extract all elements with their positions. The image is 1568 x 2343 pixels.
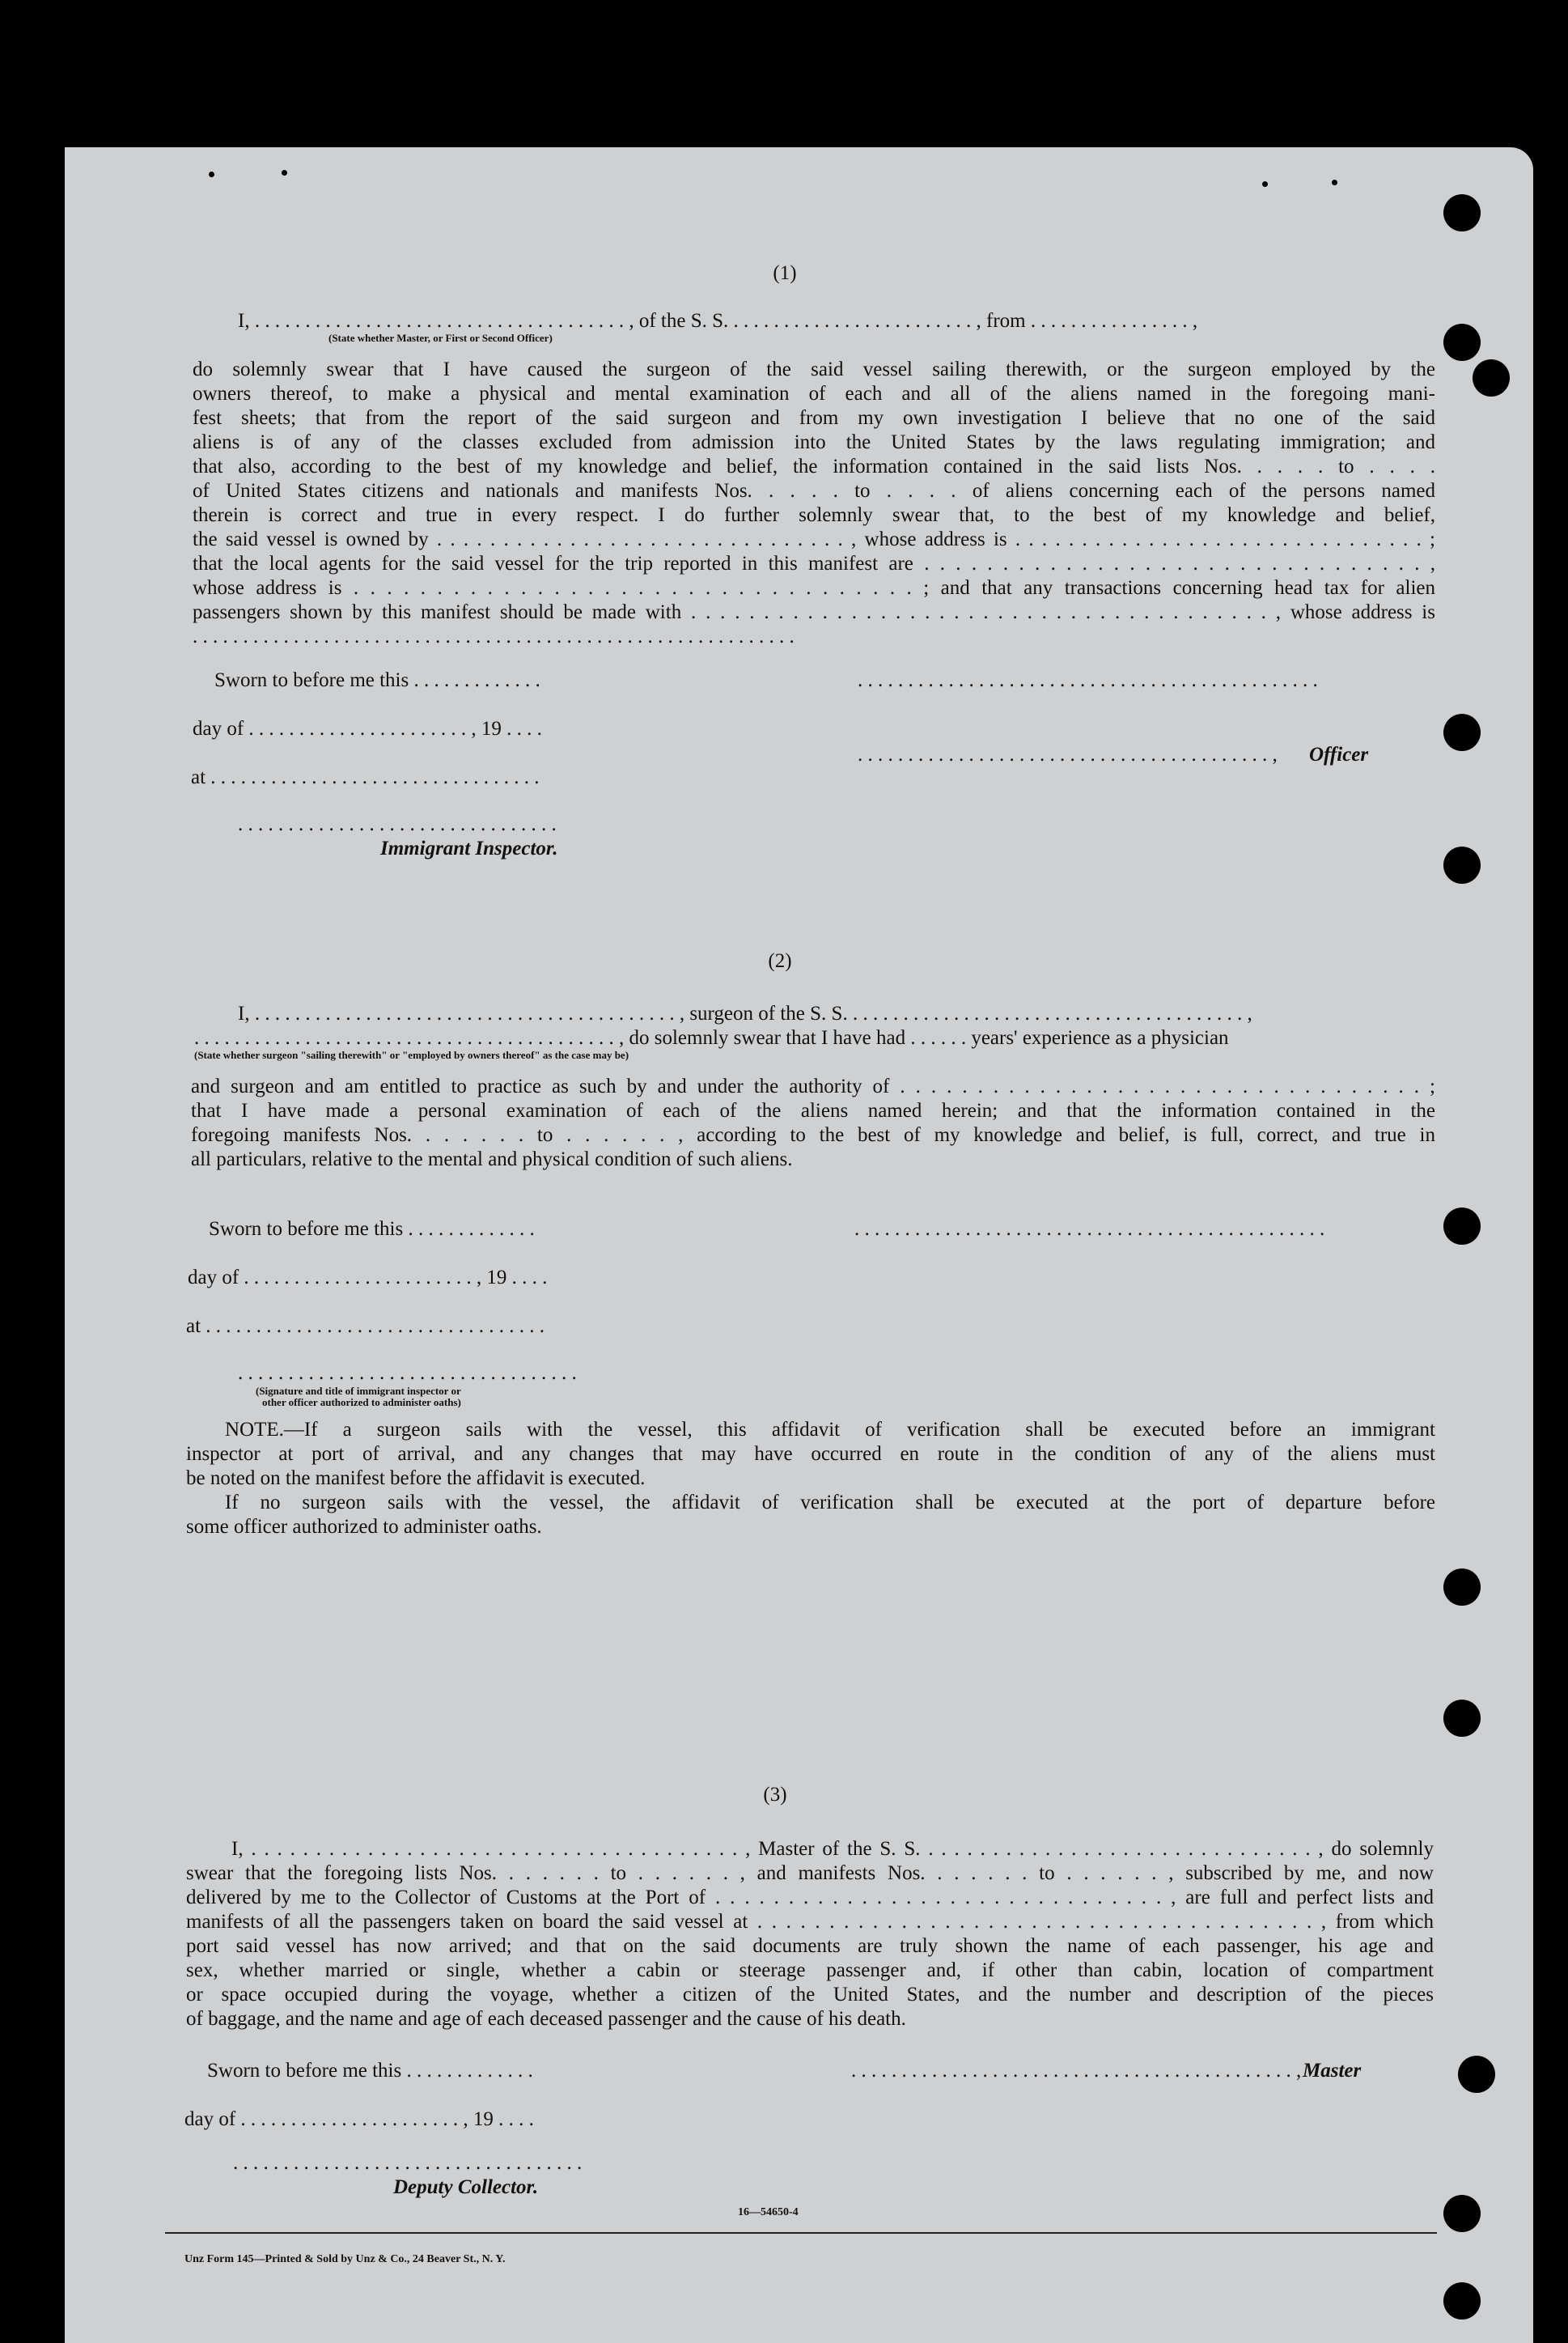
section-1-officer-label: Officer (1309, 744, 1369, 766)
binder-hole (1443, 847, 1481, 884)
section-2-at: at . . . . . . . . . . . . . . . . . . . . . . . . . . . . . . . . . . (186, 1315, 545, 1337)
section-3-sworn: Sworn to before me this . . . . . . . . . . . . . (207, 2060, 533, 2082)
footer-printer: Unz Form 145—Printed & Sold by Unz & Co., 24 Beaver St., N. Y. (184, 2253, 506, 2265)
scan-speck (282, 170, 287, 176)
binder-hole (1443, 194, 1481, 231)
section-3-body: I, . . . . . . . . . . . . . . . . . . . . . . . . . . . . . . . . . . . . . . , Master of the S. S. . . . . . . . . . . . . . . . . . . . . . . . . . . . . . . , do solemnly swear that the foregoing lists Nos. . . . . . . to . . . . . . , and manifests Nos. . . . . . . to . . . . . . , subscribed by me, and now delivered by me to the Collector of Customs at the Port of . . . . . . . . . . . . . . . . . . . . . . . . . . . . . . . , are full and perfect lists and manifests of all the passengers taken on board the said vessel at . . . . . . . . . . . . . . . . . . . . . . . . . . . . . . . . . . . . . . . , from which port said vessel has now arrived; and that on the said documents are truly shown the name of each passenger, his age and sex, whether married or single, whether a cabin or steerage passenger and, if other than cabin, location of compartment or space occupied during the voyage, whether a citizen of the United States, and the number and description of the pieces of baggage, and the name and age of each deceased passenger and the cause of his death. (186, 1838, 1434, 2030)
section-2-note: NOTE.—If a surgeon sails with the vessel, this affidavit of verification shall be executed before an immigrant inspector at port of arrival, and any changes that may have occurred en route in the condition of any of the aliens must be noted on the manifest before the affidavit is executed. (186, 1419, 1435, 1489)
section-2-line-2: . . . . . . . . . . . . . . . . . . . . . . . . . . . . . . . . . . . . . . . . . . , do solemnly swear that I have had . . . . . . years' experience as a physician (194, 1027, 1229, 1049)
scan-speck (1332, 180, 1337, 185)
section-1-day: day of . . . . . . . . . . . . . . . . . . . . . . , 19 . . . . (193, 718, 542, 740)
section-1-body: do solemnly swear that I have caused the surgeon of the said vessel sailing therewith, or the surgeon employed by the owners thereof, to make a physical and mental examination of each and all of the aliens named in the foregoing mani- fest sheets; that from the report of the said surgeon and from my own investigation I believe that no one of the said aliens is of any of the classes excluded from admission into the United States by the laws regulating immigration; and that also, according to the best of my knowledge and belief, the information contained in the said lists Nos. . . . . to . . . . of United States citizens and nationals and manifests Nos. . . . . to . . . . of aliens concerning each of the persons named therein is correct and true in every respect. I do further solemnly swear that, to the best of my knowledge and belief, the said vessel is owned by . . . . . . . . . . . . . . . . . . . . . . . . . . . . . . . , whose address is . . . . . . . . . . . . . . . . . . . . . . . . . . . . . . . ; that the local agents for the said vessel for the trip reported in this manifest are . . . . . . . . . . . . . . . . . . . . . . . . . . . . . . . . , whose address is . . . . . . . . . . . . . . . . . . . . . . . . . . . . . . . . . . ; and that any transactions concerning head tax for alien passengers shown by this manifest should be made with . . . . . . . . . . . . . . . . . . . . . . . . . . . . . . . . . . . . . . . . , whose address is . . . . . . . . . . . . . . . . . . . . . . . . . . . . . . . . . . . . . . . . . . . . . . . . . . . . . . . . . . . . (193, 359, 1435, 647)
section-3-collector-line: . . . . . . . . . . . . . . . . . . . . . . . . . . . . . . . . . . . (233, 2152, 583, 2174)
section-1-inspector-line: . . . . . . . . . . . . . . . . . . . . . . . . . . . . . . . . (238, 813, 557, 835)
section-2-caption: (State whether surgeon "sailing therewith" or "employed by owners thereof" as the case may be) (194, 1049, 629, 1061)
scan-speck (209, 172, 214, 177)
section-3-deputy-label: Deputy Collector. (393, 2176, 539, 2198)
section-1-officer-line: . . . . . . . . . . . . . . . . . . . . . . . . . . . . . . . . . . . . . . . . . , (858, 744, 1278, 766)
section-2-sig-caption-2: other officer authorized to administer oaths) (262, 1396, 461, 1408)
section-1-sworn: Sworn to before me this . . . . . . . . . . . . . (214, 669, 540, 691)
section-3-master-line: . . . . . . . . . . . . . . . . . . . . . . . . . . . . . . . . . . . . . . . . . . . . , (851, 2060, 1302, 2082)
section-2-line-1: I, . . . . . . . . . . . . . . . . . . . . . . . . . . . . . . . . . . . . . . . . . . , surgeon of the S. S. . . . . . . . . . . . . . . . . . . . . . . . . . . . . . . . . . . . . . . . , (238, 1003, 1252, 1025)
section-1-at: at . . . . . . . . . . . . . . . . . . . . . . . . . . . . . . . . . (191, 766, 540, 788)
section-2-day: day of . . . . . . . . . . . . . . . . . . . . . . . , 19 . . . . (188, 1267, 548, 1288)
form-sheet (65, 147, 1533, 2343)
binder-hole (1458, 2056, 1495, 2093)
section-1-line-1: I, . . . . . . . . . . . . . . . . . . . . . . . . . . . . . . . . . . . . . , of the S. S. . . . . . . . . . . . . . . . . . . . . . . . . , from . . . . . . . . . . . . . . . . , (238, 310, 1198, 332)
binder-hole (1443, 714, 1481, 751)
binder-hole (1443, 2282, 1481, 2320)
section-3-day: day of . . . . . . . . . . . . . . . . . . . . . . , 19 . . . . (184, 2108, 534, 2130)
binder-hole (1473, 359, 1510, 397)
binder-hole (1443, 1568, 1481, 1606)
section-1-signature-line: . . . . . . . . . . . . . . . . . . . . . . . . . . . . . . . . . . . . . . . . . . . . . . (858, 669, 1318, 691)
binder-hole (1443, 2195, 1481, 2232)
binder-hole (1443, 324, 1481, 361)
section-2-body: and surgeon and am entitled to practice as such by and under the authority of . . . . . . . . . . . . . . . . . . . . . . . . . . . . . . . . . . ; that I have made a personal examination of each of the aliens named herein; and that the information contained in the foregoing manifests Nos. . . . . . . to . . . . . . , according to the best of my knowledge and belief, is full, correct, and true in all particulars, relative to the mental and physical condition of such aliens. (191, 1076, 1435, 1170)
section-1-heading: (1) (773, 262, 797, 284)
section-2-inspector-line: . . . . . . . . . . . . . . . . . . . . . . . . . . . . . . . . . . (238, 1362, 577, 1384)
section-2-sig-caption-1: (Signature and title of immigrant inspector or (256, 1385, 461, 1397)
scan-speck (1262, 181, 1268, 187)
section-3-master-label: Master (1303, 2060, 1362, 2082)
section-2-heading: (2) (768, 950, 792, 972)
form-number: 16—54650-4 (738, 2206, 799, 2218)
section-2-note-2: If no surgeon sails with the vessel, the affidavit of verification shall be executed at the port of departure before some officer authorized to administer oaths. (186, 1492, 1435, 1538)
binder-hole (1443, 1208, 1481, 1245)
section-1-caption: (State whether Master, or First or Second Officer) (328, 332, 553, 344)
section-2-signature-line: . . . . . . . . . . . . . . . . . . . . . . . . . . . . . . . . . . . . . . . . . . . . . . . (854, 1218, 1325, 1240)
binder-hole (1443, 1700, 1481, 1737)
footer-rule (165, 2232, 1437, 2234)
section-3-heading: (3) (763, 1784, 787, 1806)
section-2-sworn: Sworn to before me this . . . . . . . . . . . . . (209, 1218, 535, 1240)
section-1-inspector-label: Immigrant Inspector. (380, 838, 558, 860)
